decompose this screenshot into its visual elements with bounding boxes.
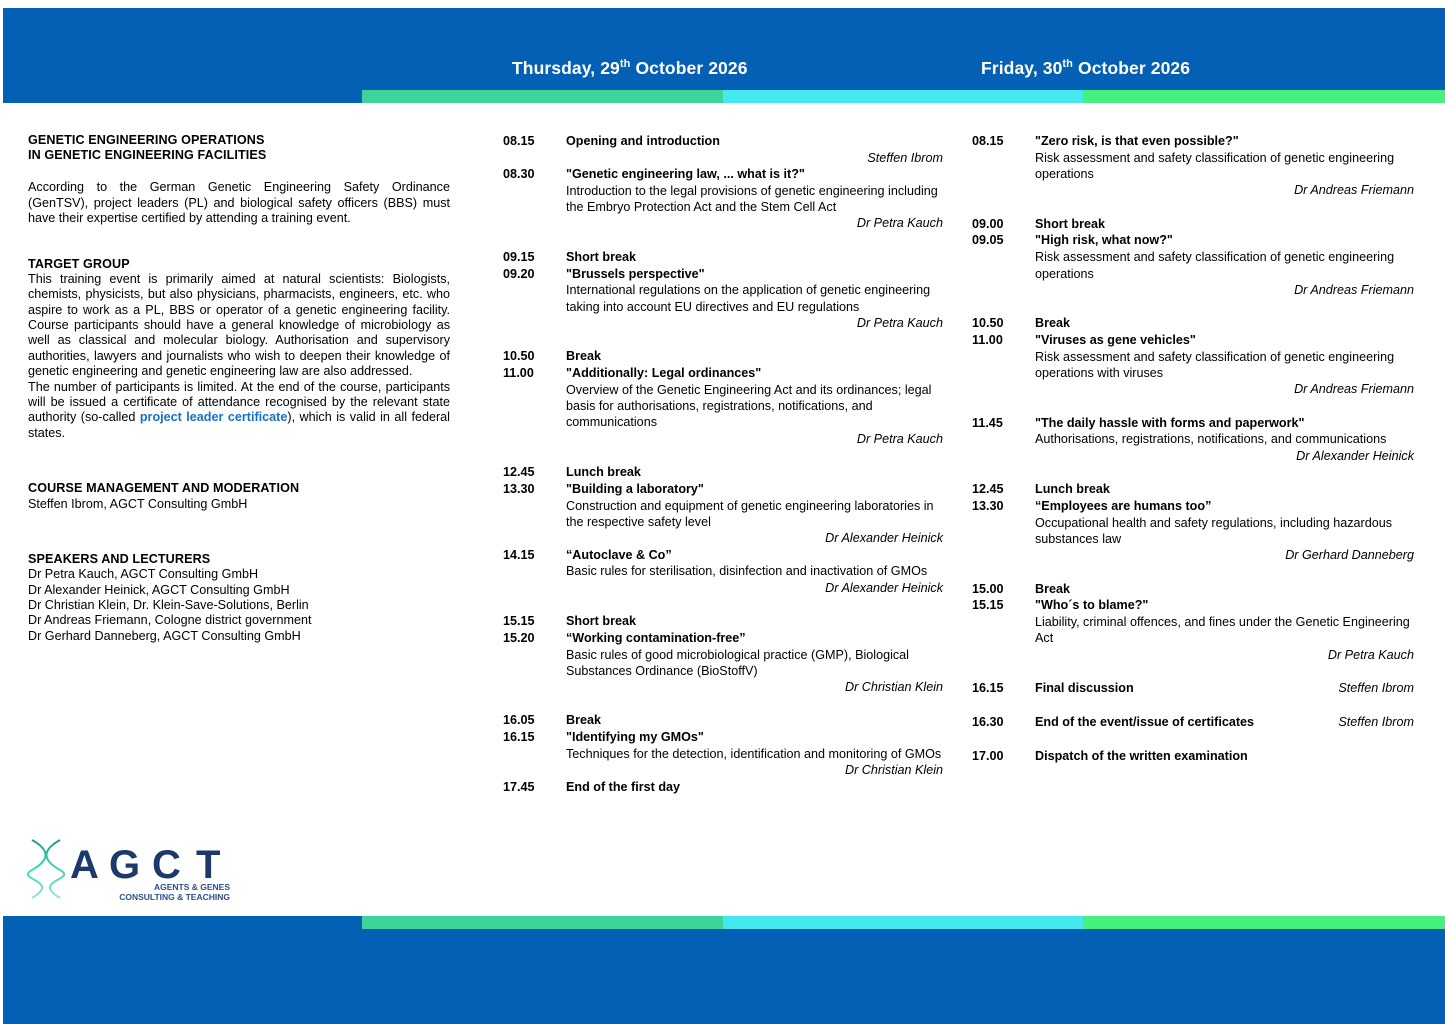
- tg-p2-before: The number of participants is limited. At the end of the course, participants will be issued a certificate of attendance recognised by the relevant state authority (so-called: [28, 379, 450, 425]
- schedule-item: [503, 630, 943, 696]
- schedule-item: [503, 712, 943, 729]
- speaker-list-item: Dr Christian Klein, Dr. Klein-Save-Solutions, Berlin: [28, 597, 309, 612]
- schedule-item-body: [1035, 714, 1414, 731]
- schedule-item-speaker: Steffen Ibrom: [1338, 714, 1414, 729]
- schedule-item-body: [1035, 133, 1414, 199]
- schedule-item-body: [1035, 481, 1414, 498]
- schedule-item-time: 09.15: [503, 249, 535, 264]
- schedule-item-title: Short break: [566, 613, 636, 628]
- footer-banner: [3, 929, 1445, 1024]
- schedule-item-description: Risk assessment and safety classification of genetic engineering operations: [1035, 150, 1395, 182]
- schedule-item-description: Occupational health and safety regulations, including hazardous substances law: [1035, 515, 1393, 546]
- speaker-list-item: Dr Alexander Heinick, AGCT Consulting GmbH: [28, 582, 290, 597]
- schedule-item-speaker: Steffen Ibrom: [1338, 681, 1414, 696]
- schedule-item-title: "Who´s to blame?": [1035, 598, 1149, 613]
- schedule-item-row: [972, 315, 1414, 332]
- schedule-item-title: Break: [1035, 581, 1071, 596]
- schedule-item-speaker: Dr Petra Kauch: [856, 216, 943, 231]
- day1-daynum: 29: [600, 58, 620, 78]
- schedule-item-row: [972, 216, 1414, 233]
- schedule-item-time: 12.45: [972, 482, 1004, 497]
- course-management-name: Steffen Ibrom, AGCT Consulting GmbH: [28, 496, 248, 511]
- schedule-item-speaker: Dr Alexander Heinick: [825, 580, 943, 595]
- schedule-item-description: Risk assessment and safety classification of genetic engineering operations with viruses: [1035, 349, 1395, 381]
- schedule-item-description: Basic rules of good microbiological practice (GMP), Biological Substances Ordinance (BioStoffV): [566, 647, 909, 678]
- schedule-item-title: End of the first day: [566, 779, 681, 794]
- strip-bottom-green: [362, 916, 723, 929]
- course-title-line2: IN GENETIC ENGINEERING FACILITIES: [28, 148, 267, 163]
- schedule-item-speaker: Dr Petra Kauch: [856, 315, 943, 330]
- schedule-item-body: [1035, 597, 1414, 663]
- schedule-item-time: 11.00: [503, 366, 534, 381]
- svg-text:A: A: [70, 843, 99, 887]
- logo-tagline-line1: AGENTS & GENES: [153, 882, 230, 892]
- schedule-item-time: 17.45: [503, 779, 535, 794]
- schedule-item-speaker: Dr Alexander Heinick: [1296, 448, 1414, 463]
- day2-schedule-column: [972, 133, 1414, 764]
- schedule-item-time: 08.15: [503, 134, 535, 148]
- svg-text:T: T: [196, 843, 221, 887]
- schedule-item-title: Break: [566, 349, 602, 364]
- schedule-item-speaker: Steffen Ibrom: [867, 150, 943, 165]
- schedule-item-title: [1035, 714, 1414, 731]
- day2-weekday: Friday,: [981, 58, 1038, 78]
- schedule-item-time: 16.15: [972, 681, 1004, 696]
- day1-ordinal: th: [619, 58, 631, 71]
- svg-text:G: G: [109, 843, 141, 887]
- course-intro-paragraph: According to the German Genetic Engineering Safety Ordinance (GenTSV), project leaders (PL) and biological safety officers (BBS) must have their expertise certified by attending a training event.: [28, 180, 450, 226]
- schedule-item-body: [566, 348, 943, 365]
- speaker-list-item: Dr Petra Kauch, AGCT Consulting GmbH: [28, 567, 259, 582]
- svg-text:C: C: [152, 843, 181, 887]
- schedule-item: [503, 779, 943, 796]
- schedule-item-description: Risk assessment and safety classification of genetic engineering operations: [1035, 250, 1395, 281]
- target-group-paragraph-1: This training event is primarily aimed at natural scientists: Biologists, chemists, physicists, but also physicians, pharmacists, engineers, etc. who aspire to work as a PL, BBS or operator of a genetic engineering facility. Course participants should have a general knowledge of microbiology as well as classical and molecular biology. Authorisation and supervisory authorities, lawyers and journalists who wish to deepen their knowledge of genetic engineering and genetic engineering law are also addressed.: [28, 271, 450, 379]
- day1-schedule-column: [503, 133, 943, 795]
- schedule-item-body: [566, 779, 943, 796]
- schedule-item: [503, 464, 943, 481]
- schedule-item-body: [1035, 332, 1414, 398]
- schedule-item-body: [566, 249, 943, 266]
- speaker-list-item: Dr Andreas Friemann, Cologne district government: [28, 613, 312, 628]
- schedule-item-title: “Autoclave & Co”: [566, 547, 672, 562]
- schedule-item-title: "Zero risk, is that even possible?": [1035, 134, 1239, 148]
- schedule-item-body: [1035, 498, 1414, 564]
- schedule-item-title-text: End of the event/issue of certificates: [1035, 714, 1255, 729]
- schedule-item-title: Break: [1035, 316, 1071, 331]
- day2-ordinal: th: [1062, 58, 1074, 71]
- strip-bottom-blue: [3, 916, 362, 929]
- schedule-item: [503, 266, 943, 332]
- course-title-line1: GENETIC ENGINEERING OPERATIONS: [28, 133, 265, 147]
- schedule-item-time: 16.05: [503, 713, 535, 728]
- tg-p2-after: ), which is valid in all federal states.: [28, 410, 450, 440]
- schedule-item-description: Construction and equipment of genetic engineering laboratories in the respective safety level: [566, 498, 934, 529]
- schedule-item-row: [503, 729, 943, 778]
- schedule-item-row: [503, 348, 943, 365]
- day2-daynum: 30: [1042, 58, 1063, 78]
- schedule-item-row: [972, 748, 1414, 765]
- target-group-heading: TARGET GROUP: [28, 256, 130, 271]
- schedule-item-time: 08.15: [972, 134, 1004, 148]
- schedule-item-time: 10.50: [972, 316, 1004, 331]
- speaker-list-item: Dr Gerhard Danneberg, AGCT Consulting GmbH: [28, 628, 301, 643]
- schedule-item: [972, 216, 1414, 233]
- schedule-item-title: [1035, 680, 1414, 697]
- schedule-item-row: [972, 481, 1414, 498]
- schedule-item: [503, 348, 943, 365]
- schedule-item-row: [503, 613, 943, 630]
- schedule-item-row: [503, 712, 943, 729]
- schedule-item-title: “Working contamination-free”: [566, 630, 746, 645]
- schedule-item-body: [566, 464, 943, 481]
- logo-tagline-line2: CONSULTING & TEACHING: [119, 892, 230, 902]
- schedule-item-row: [503, 779, 943, 796]
- speakers-heading: SPEAKERS AND LECTURERS: [28, 551, 211, 566]
- schedule-item-title: “Employees are humans too”: [1035, 498, 1212, 513]
- schedule-item-body: [1035, 748, 1414, 765]
- schedule-item: [972, 498, 1414, 564]
- schedule-item-speaker: Dr Andreas Friemann: [1294, 282, 1414, 297]
- schedule-item-row: [503, 481, 943, 547]
- schedule-item: [972, 597, 1414, 663]
- schedule-item-time: 16.30: [972, 714, 1004, 729]
- schedule-item-body: [566, 729, 943, 778]
- schedule-item-time: 17.00: [972, 748, 1004, 763]
- schedule-item-row: [503, 547, 943, 596]
- schedule-item-title: "High risk, what now?": [1035, 233, 1173, 248]
- schedule-item-row: [972, 232, 1414, 298]
- schedule-item-title: "Identifying my GMOs": [566, 730, 704, 745]
- schedule-item-time: 11.00: [972, 332, 1003, 347]
- schedule-item-body: [1035, 415, 1414, 464]
- schedule-item-title: Short break: [1035, 216, 1105, 231]
- schedule-item-title: Break: [566, 713, 602, 728]
- course-management-heading: COURSE MANAGEMENT AND MODERATION: [28, 481, 300, 496]
- schedule-item-description: International regulations on the application of genetic engineering taking into account EU directives and EU regulations: [566, 283, 931, 314]
- schedule-item-body: [566, 481, 943, 547]
- schedule-item-time: 15.00: [972, 581, 1004, 596]
- schedule-item-time: 09.00: [972, 216, 1004, 231]
- dna-helix-icon: [28, 840, 64, 898]
- schedule-item-time: 15.15: [972, 598, 1004, 613]
- schedule-item: [503, 249, 943, 266]
- schedule-item: [503, 365, 943, 447]
- schedule-item-speaker: Dr Andreas Friemann: [1294, 382, 1414, 397]
- schedule-item: [972, 680, 1414, 697]
- schedule-item: [972, 415, 1414, 464]
- target-group-paragraph-2: [28, 380, 450, 442]
- schedule-item-time: 10.50: [503, 349, 535, 364]
- schedule-item-row: [972, 714, 1414, 731]
- schedule-item-description: Liability, criminal offences, and fines under the Genetic Engineering Act: [1035, 615, 1410, 646]
- schedule-item-description: Overview of the Genetic Engineering Act and its ordinances; legal basis for authorisations, registrations, notifications, and communications: [566, 382, 932, 430]
- schedule-item-title: Dispatch of the written examination: [1035, 748, 1248, 763]
- schedule-item-row: [503, 266, 943, 332]
- schedule-item: [503, 166, 943, 232]
- project-leader-certificate-link[interactable]: project leader certificate: [139, 410, 288, 425]
- schedule-item-body: [566, 712, 943, 729]
- schedule-item: [972, 714, 1414, 731]
- header-banner: [3, 8, 1445, 90]
- strip-top-green: [362, 90, 723, 103]
- schedule-item-description: Authorisations, registrations, notifications, and communications: [1035, 432, 1387, 447]
- schedule-item: [503, 613, 943, 630]
- schedule-item-row: [972, 597, 1414, 663]
- speakers-list: [28, 567, 450, 644]
- schedule-item-body: [1035, 680, 1414, 697]
- schedule-item-title: "The daily hassle with forms and paperwork": [1035, 415, 1305, 430]
- schedule-item-row: [972, 498, 1414, 564]
- schedule-item: [972, 332, 1414, 398]
- schedule-item: [503, 481, 943, 547]
- schedule-item-row: [503, 365, 943, 447]
- schedule-item-row: [972, 680, 1414, 697]
- strip-top-cyan: [723, 90, 1083, 103]
- strip-bottom-cyan: [723, 916, 1083, 929]
- day1-weekday: Thursday,: [512, 58, 596, 78]
- schedule-item-title: "Additionally: Legal ordinances": [566, 366, 762, 381]
- schedule-item-title: Lunch break: [566, 465, 641, 480]
- schedule-item-body: [1035, 216, 1414, 233]
- schedule-item: [972, 748, 1414, 765]
- agct-logo: [26, 836, 238, 904]
- schedule-item-time: 14.15: [503, 547, 535, 562]
- schedule-item-time: 13.30: [972, 498, 1004, 513]
- schedule-item-time: 09.05: [972, 233, 1004, 248]
- schedule-item-body: [566, 613, 943, 630]
- strip-bottom-lime: [1083, 916, 1445, 929]
- schedule-item-description: Introduction to the legal provisions of genetic engineering including the Embryo Protection Act and the Stem Cell Act: [566, 183, 938, 215]
- schedule-item-body: [566, 166, 943, 232]
- schedule-item-time: 09.20: [503, 266, 535, 281]
- schedule-item-body: [1035, 315, 1414, 332]
- schedule-item-speaker: Dr Christian Klein: [845, 763, 943, 778]
- schedule-item-body: [566, 266, 943, 332]
- schedule-item-title: "Viruses as gene vehicles": [1035, 332, 1196, 347]
- schedule-item-row: [503, 166, 943, 232]
- schedule-item-title: Lunch break: [1035, 482, 1110, 497]
- schedule-item-title: "Brussels perspective": [566, 266, 705, 281]
- schedule-item-body: [1035, 581, 1414, 598]
- schedule-item-body: [566, 365, 943, 447]
- schedule-item-speaker: Dr Christian Klein: [845, 680, 943, 695]
- schedule-item-body: [566, 547, 943, 596]
- schedule-item: [503, 133, 943, 166]
- schedule-item-time: 13.30: [503, 481, 535, 496]
- schedule-item: [503, 547, 943, 596]
- schedule-item-row: [503, 249, 943, 266]
- schedule-item-title: Short break: [566, 249, 636, 264]
- schedule-item-description: Basic rules for sterilisation, disinfection and inactivation of GMOs: [566, 564, 928, 579]
- schedule-item-row: [972, 133, 1414, 199]
- strip-top-blue: [3, 90, 362, 103]
- schedule-item-time: 08.30: [503, 167, 535, 182]
- schedule-item-body: [1035, 232, 1414, 298]
- day1-month-year: October 2026: [635, 58, 748, 78]
- schedule-item-title-text: Final discussion: [1035, 681, 1134, 696]
- schedule-item-row: [503, 133, 943, 166]
- schedule-item-body: [566, 630, 943, 696]
- schedule-item-time: 15.15: [503, 613, 535, 628]
- schedule-item-time: 12.45: [503, 465, 535, 480]
- schedule-item: [972, 315, 1414, 332]
- day2-month-year: October 2026: [1077, 58, 1191, 78]
- schedule-item-body: [566, 133, 943, 166]
- schedule-item: [503, 729, 943, 778]
- schedule-item: [972, 581, 1414, 598]
- schedule-item-speaker: Dr Alexander Heinick: [825, 531, 943, 546]
- schedule-item-time: 11.45: [972, 415, 1003, 430]
- schedule-item-description: Techniques for the detection, identification and monitoring of GMOs: [566, 747, 942, 761]
- schedule-item-speaker: Dr Petra Kauch: [856, 431, 943, 446]
- schedule-item-row: [503, 464, 943, 481]
- schedule-item-time: 15.20: [503, 630, 535, 645]
- course-info-column: [28, 133, 450, 644]
- schedule-item-row: [972, 332, 1414, 398]
- schedule-item-row: [972, 415, 1414, 464]
- schedule-item-speaker: Dr Gerhard Danneberg: [1285, 548, 1414, 563]
- schedule-item-title: "Building a laboratory": [566, 481, 704, 496]
- schedule-item-row: [972, 581, 1414, 598]
- strip-top-lime: [1083, 90, 1445, 103]
- schedule-item: [972, 133, 1414, 199]
- schedule-item-title: "Genetic engineering law, ... what is it?": [566, 167, 805, 182]
- schedule-item-title: Opening and introduction: [566, 134, 720, 148]
- schedule-item: [972, 481, 1414, 498]
- schedule-item-time: 16.15: [503, 730, 535, 745]
- schedule-item-speaker: Dr Petra Kauch: [1327, 647, 1414, 662]
- schedule-item: [972, 232, 1414, 298]
- schedule-item-speaker: Dr Andreas Friemann: [1294, 183, 1414, 198]
- schedule-item-row: [503, 630, 943, 696]
